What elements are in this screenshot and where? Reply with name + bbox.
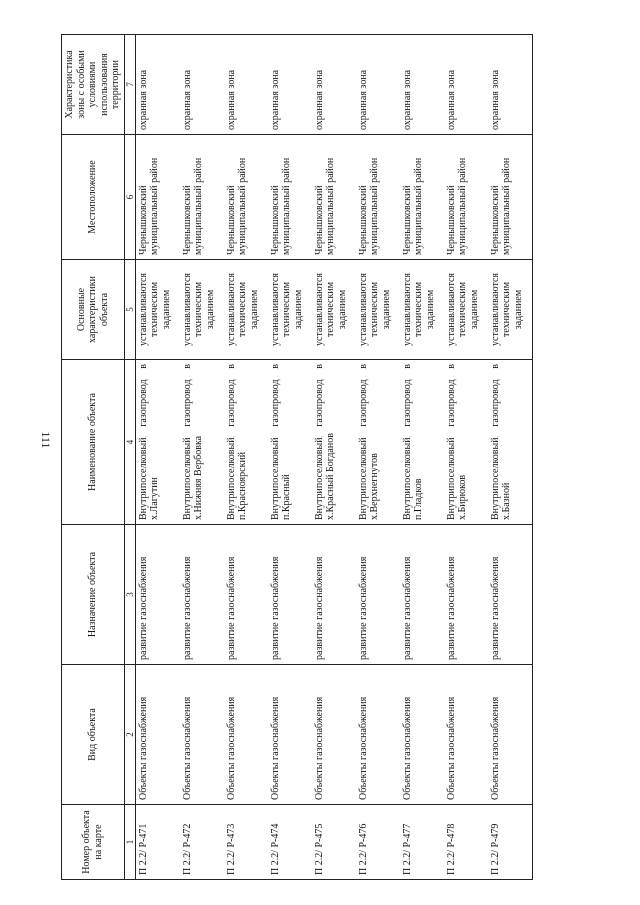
cell-object-name: Внутрипоселковый газопровод в х.Верхнегнутов bbox=[356, 360, 400, 525]
cell-zone-characteristics: охранная зона bbox=[400, 35, 444, 135]
cell-location: Чернышковский муниципальный район bbox=[268, 135, 312, 260]
table-row bbox=[312, 35, 356, 880]
cell-object-type: Объекты газоснабжения bbox=[400, 665, 444, 805]
cell-object-type: Объекты газоснабжения bbox=[444, 665, 488, 805]
table-row bbox=[400, 35, 444, 880]
cell-object-type: Объекты газоснабжения bbox=[135, 665, 180, 805]
cell-object-number: П 2.2/ Р-471 bbox=[135, 805, 180, 880]
cell-object-name: Внутрипоселковый газопровод в х.Нижняя Вербовка bbox=[180, 360, 224, 525]
cell-object-characteristics: устанавливаются техническим заданием bbox=[224, 260, 268, 360]
objects-table bbox=[61, 34, 533, 880]
cell-object-purpose: развитие газоснабжения bbox=[312, 525, 356, 665]
table-row bbox=[268, 35, 312, 880]
cell-object-type: Объекты газоснабжения bbox=[224, 665, 268, 805]
cell-object-characteristics: устанавливаются техническим заданием bbox=[268, 260, 312, 360]
cell-zone-characteristics: охранная зона bbox=[268, 35, 312, 135]
cell-zone-characteristics: охранная зона bbox=[312, 35, 356, 135]
column-number: 6 bbox=[124, 135, 135, 260]
cell-object-name: Внутрипоселковый газопровод в х.Лагутин bbox=[135, 360, 180, 525]
header-location: Местоположение bbox=[62, 135, 125, 260]
header-zone-characteristics: Характеристика зоны с особыми условиями использования территории bbox=[62, 35, 125, 135]
table-row bbox=[444, 35, 488, 880]
cell-location: Чернышковский муниципальный район bbox=[488, 135, 533, 260]
cell-zone-characteristics: охранная зона bbox=[224, 35, 268, 135]
cell-object-type: Объекты газоснабжения bbox=[488, 665, 533, 805]
cell-location: Чернышковский муниципальный район bbox=[312, 135, 356, 260]
column-number: 4 bbox=[124, 360, 135, 525]
cell-location: Чернышковский муниципальный район bbox=[180, 135, 224, 260]
cell-object-name: Внутрипоселковый газопровод в х.Бирюков bbox=[444, 360, 488, 525]
page-number-label: 111 bbox=[39, 431, 53, 449]
header-object-characteristics: Основные характеристики объекта bbox=[62, 260, 125, 360]
cell-object-characteristics: устанавливаются техническим заданием bbox=[488, 260, 533, 360]
cell-object-name: Внутрипоселковый газопровод в п.Гладков bbox=[400, 360, 444, 525]
cell-object-characteristics: устанавливаются техническим заданием bbox=[400, 260, 444, 360]
cell-object-number: П 2.2/ Р-473 bbox=[224, 805, 268, 880]
table-header bbox=[62, 35, 136, 880]
cell-object-characteristics: устанавливаются техническим заданием bbox=[180, 260, 224, 360]
table-row bbox=[224, 35, 268, 880]
cell-location: Чернышковский муниципальный район bbox=[400, 135, 444, 260]
header-object-type: Вид объекта bbox=[62, 665, 125, 805]
cell-object-purpose: развитие газоснабжения bbox=[224, 525, 268, 665]
cell-object-number: П 2.2/ Р-472 bbox=[180, 805, 224, 880]
column-number: 1 bbox=[124, 805, 135, 880]
table-row bbox=[356, 35, 400, 880]
cell-object-number: П 2.2/ Р-476 bbox=[356, 805, 400, 880]
cell-zone-characteristics: охранная зона bbox=[356, 35, 400, 135]
cell-zone-characteristics: охранная зона bbox=[488, 35, 533, 135]
header-row bbox=[62, 35, 125, 880]
cell-object-type: Объекты газоснабжения bbox=[268, 665, 312, 805]
cell-object-number: П 2.2/ Р-474 bbox=[268, 805, 312, 880]
cell-object-name: Внутрипоселковый газопровод в п.Красный bbox=[268, 360, 312, 525]
cell-object-purpose: развитие газоснабжения bbox=[180, 525, 224, 665]
cell-object-number: П 2.2/ Р-475 bbox=[312, 805, 356, 880]
cell-object-purpose: развитие газоснабжения bbox=[488, 525, 533, 665]
cell-zone-characteristics: охранная зона bbox=[180, 35, 224, 135]
cell-object-number: П 2.2/ Р-479 bbox=[488, 805, 533, 880]
cell-object-number: П 2.2/ Р-478 bbox=[444, 805, 488, 880]
cell-object-purpose: развитие газоснабжения bbox=[135, 525, 180, 665]
cell-location: Чернышковский муниципальный район bbox=[444, 135, 488, 260]
cell-location: Чернышковский муниципальный район bbox=[224, 135, 268, 260]
header-object-name: Наименование объекта bbox=[62, 360, 125, 525]
cell-object-purpose: развитие газоснабжения bbox=[268, 525, 312, 665]
cell-zone-characteristics: охранная зона bbox=[135, 35, 180, 135]
cell-object-name: Внутрипоселковый газопровод в п.Красноярский bbox=[224, 360, 268, 525]
column-number: 5 bbox=[124, 260, 135, 360]
header-object-purpose: Назначение объекта bbox=[62, 525, 125, 665]
header-object-number: Номер объекта на карте bbox=[62, 805, 125, 880]
cell-object-characteristics: устанавливаются техническим заданием bbox=[356, 260, 400, 360]
cell-object-characteristics: устанавливаются техническим заданием bbox=[444, 260, 488, 360]
rotated-page-content bbox=[61, 35, 621, 880]
cell-object-characteristics: устанавливаются техническим заданием bbox=[135, 260, 180, 360]
table-row bbox=[488, 35, 533, 880]
cell-object-name: Внутрипоселковый газопровод в х.Красный Богданов bbox=[312, 360, 356, 525]
column-number: 2 bbox=[124, 665, 135, 805]
column-number: 3 bbox=[124, 525, 135, 665]
cell-object-name: Внутрипоселковый газопровод в х.Базной bbox=[488, 360, 533, 525]
cell-zone-characteristics: охранная зона bbox=[444, 35, 488, 135]
cell-location: Чернышковский муниципальный район bbox=[135, 135, 180, 260]
table-body bbox=[135, 35, 532, 880]
table-row bbox=[180, 35, 224, 880]
column-number: 7 bbox=[124, 35, 135, 135]
cell-object-purpose: развитие газоснабжения bbox=[444, 525, 488, 665]
cell-object-purpose: развитие газоснабжения bbox=[400, 525, 444, 665]
cell-object-type: Объекты газоснабжения bbox=[180, 665, 224, 805]
cell-location: Чернышковский муниципальный район bbox=[356, 135, 400, 260]
table-row bbox=[135, 35, 180, 880]
cell-object-characteristics: устанавливаются техническим заданием bbox=[312, 260, 356, 360]
cell-object-type: Объекты газоснабжения bbox=[312, 665, 356, 805]
cell-object-type: Объекты газоснабжения bbox=[356, 665, 400, 805]
cell-object-number: П 2.2/ Р-477 bbox=[400, 805, 444, 880]
column-number-row bbox=[124, 35, 135, 880]
cell-object-purpose: развитие газоснабжения bbox=[356, 525, 400, 665]
